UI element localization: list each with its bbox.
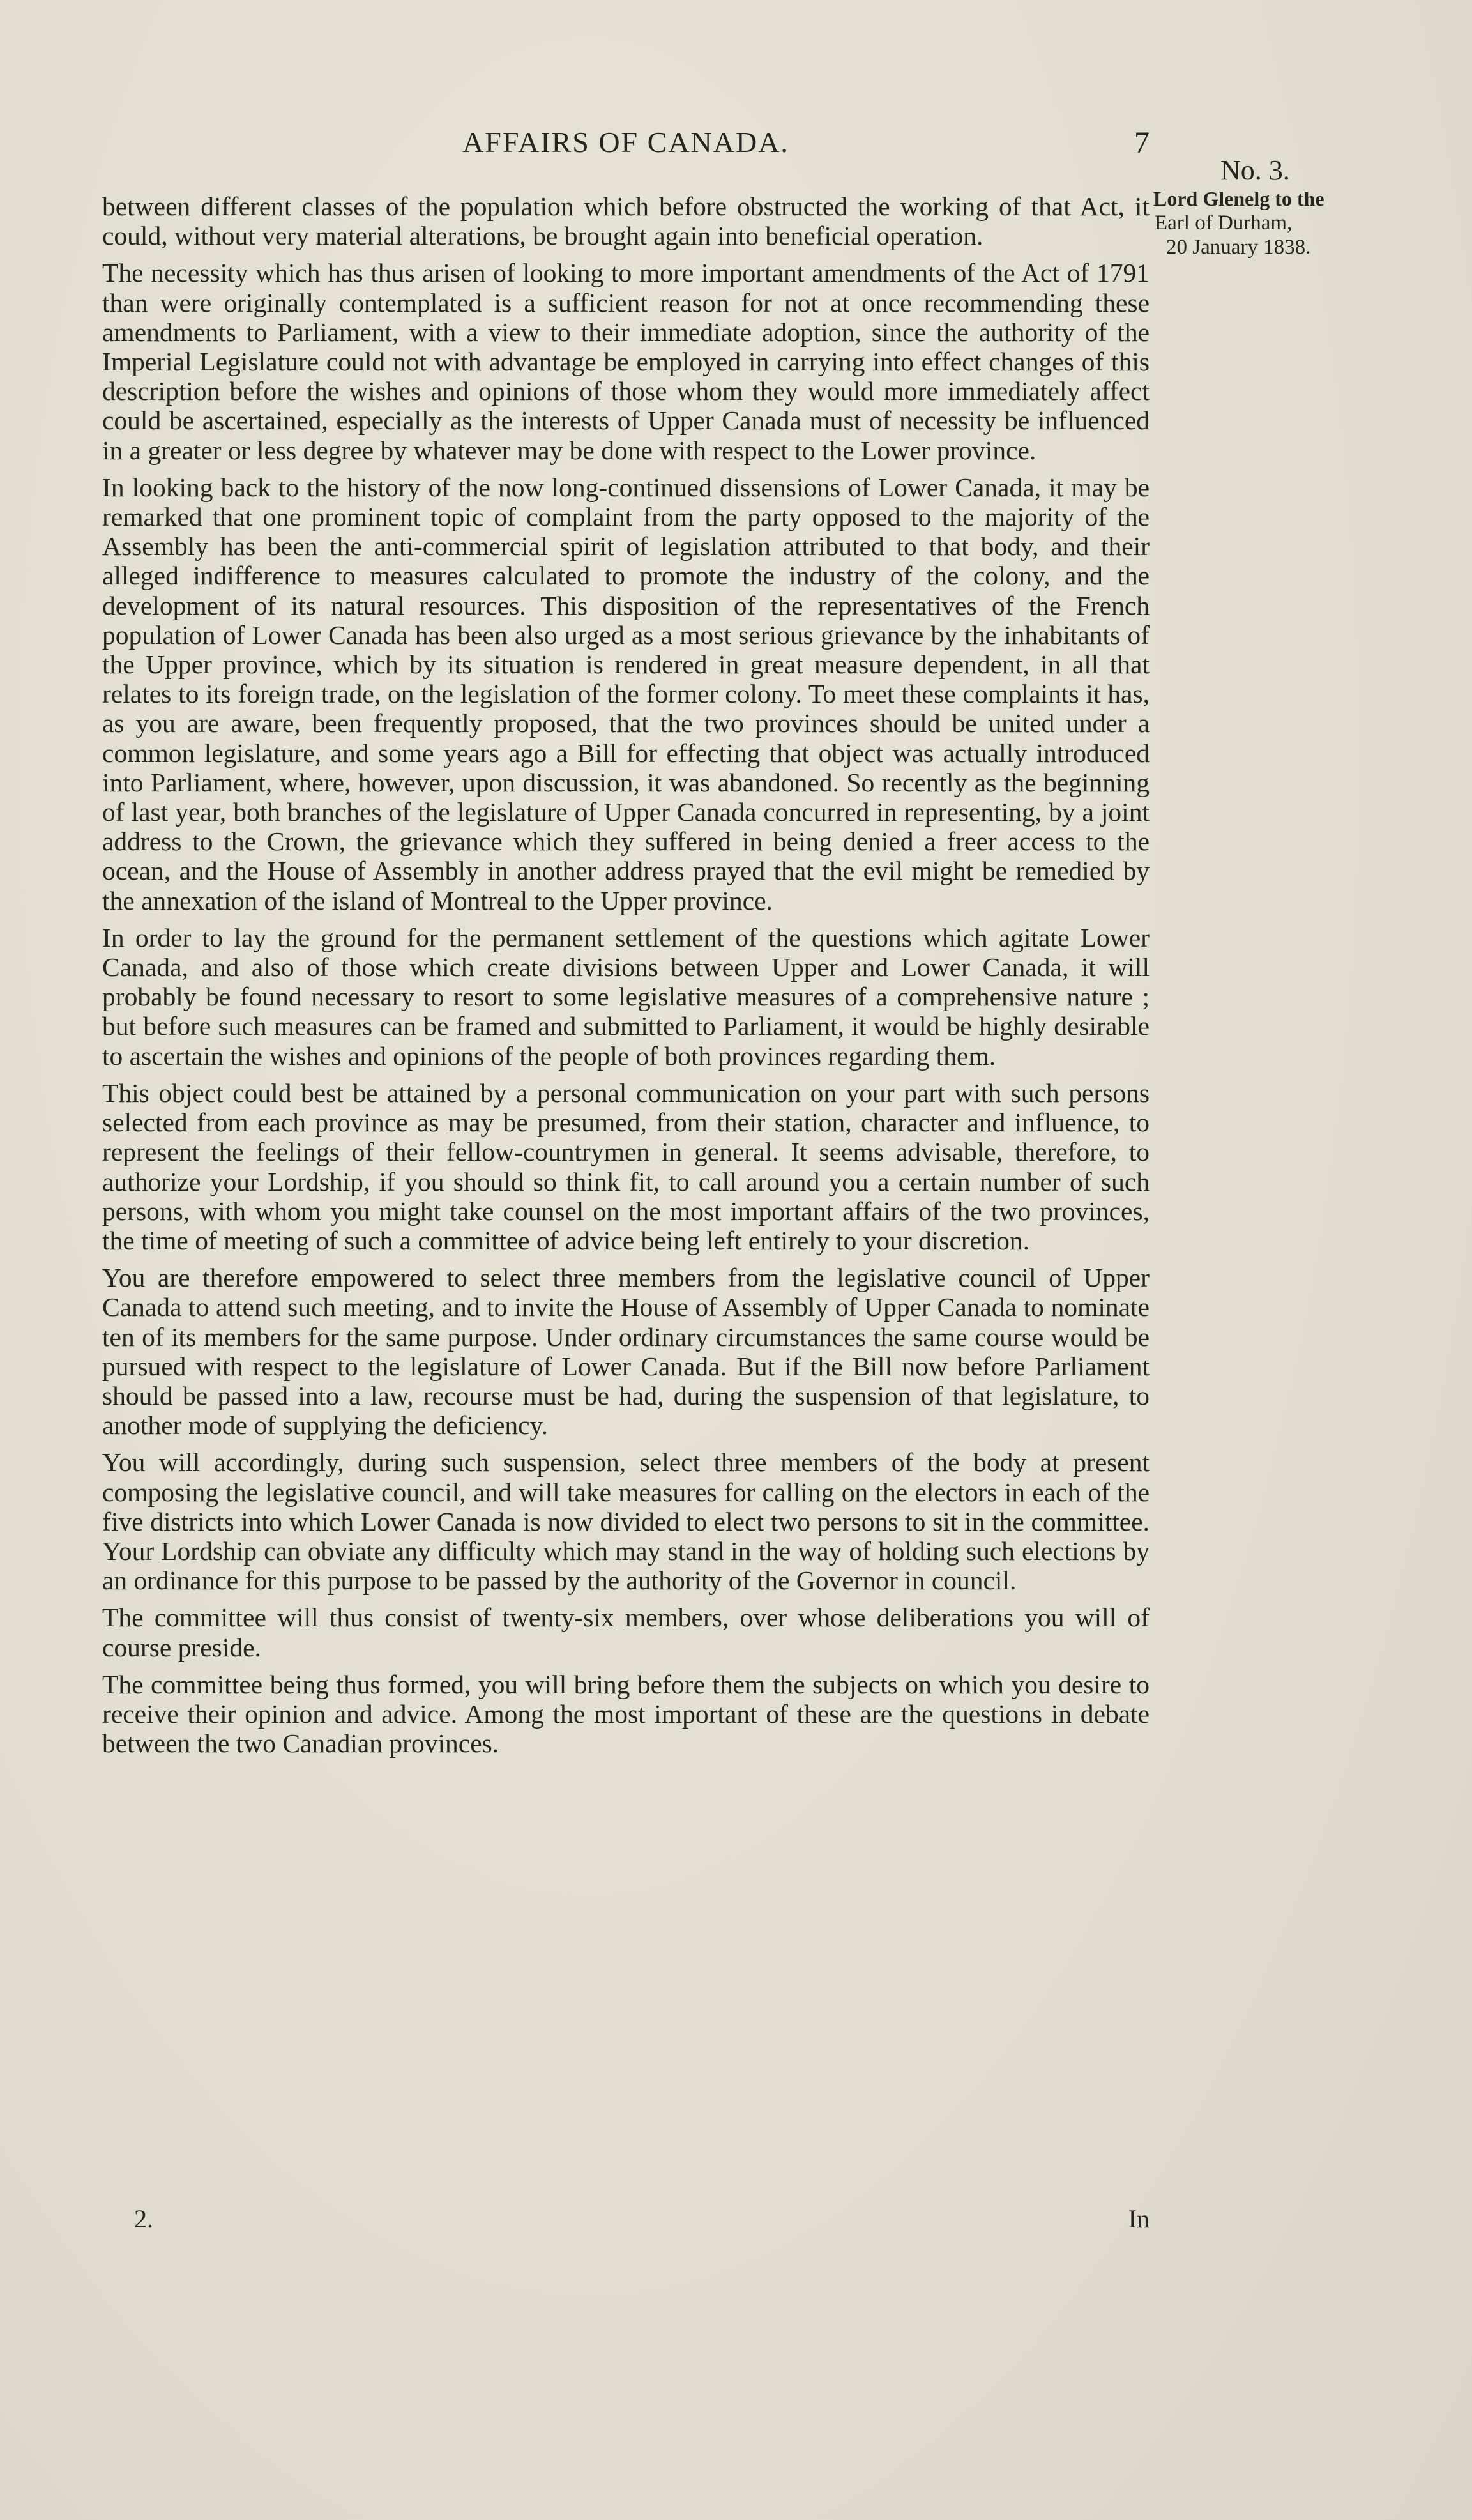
paragraph: between different classes of the population which before obstructed the working of that Act, it could, without very material alterations, be brought again into beneficial operation. xyxy=(102,192,1150,251)
paragraph: This object could best be attained by a personal communication on your part with such persons selected from each province as may be presumed, from their station, character and influence, to represent the feelings of their fellow-countrymen in general. It seems advisable, therefore, to authorize your Lordship, if you should so think fit, to call around you a certain number of such persons, with whom you might take counsel on the most important affairs of the two provinces, the time of meeting of such a committee of advice being left entirely to your discretion. xyxy=(102,1078,1150,1255)
body-text xyxy=(102,192,1150,1766)
page-footer xyxy=(102,2204,1150,2236)
margin-note xyxy=(1153,155,1370,259)
catchword: In xyxy=(1128,2204,1150,2233)
signature-mark: 2. xyxy=(134,2204,153,2233)
paragraph: You will accordingly, during such suspension, select three members of the body at present composing the legislative council, and will take measures for calling on the electors in each of the five districts into which Lower Canada is now divided to elect two persons to sit in the committee. Your Lordship can obviate any difficulty which may stand in the way of holding such elections by an ordinance for this purpose to be passed by the authority of the Governor in council. xyxy=(102,1447,1150,1596)
paragraph: The committee will thus consist of twenty-six members, over whose deliberations you will of course preside. xyxy=(102,1603,1150,1662)
paragraph: The necessity which has thus arisen of looking to more important amendments of the Act of 1791 than were originally contemplated is a sufficient reason for not at once recommending these amendments to Parliament, with a view to their immediate adoption, since the authority of the Imperial Legislature could not with advantage be employed in carrying into effect changes of this description before the wishes and opinions of those whom they would more immediately affect could be ascertained, especially as the interests of Upper Canada must of necessity be influenced in a greater or less degree by whatever may be done with respect to the Lower province. xyxy=(102,258,1150,465)
running-head xyxy=(102,125,1150,164)
page-number: 7 xyxy=(1134,126,1150,160)
margin-note-line: Earl of Durham, xyxy=(1155,211,1293,234)
margin-note-line: Lord Glenelg to the xyxy=(1153,187,1324,210)
paragraph: You are therefore empowered to select three members from the legislative council of Upper Canada to attend such meeting, and to invite the House of Assembly of Upper Canada to nominate ten of its members for the same purpose. Under ordinary circumstances the same course would be pursued with respect to the legislature of Lower Canada. But if the Bill now before Parliament should be passed into a law, recourse must be had, during the suspension of that legislature, to another mode of supplying the deficiency. xyxy=(102,1263,1150,1440)
paragraph: In order to lay the ground for the permanent settlement of the questions which agitate Lower Canada, and also of those which create divisions between Upper and Lower Canada, it will probably be found necessary to resort to some legislative measures of a comprehensive nature ; but before such measures can be framed and submitted to Parliament, it would be highly desirable to ascertain the wishes and opinions of the people of both provinces regarding them. xyxy=(102,922,1150,1071)
paragraph: In looking back to the history of the now long-continued dissensions of Lower Canada, it may be remarked that one prominent topic of complaint from the party opposed to the majority of the Assembly has been the anti-commercial spirit of legislation attributed to that body, and their alleged indifference to measures calculated to promote the industry of the colony, and the development of its natural resources. This disposition of the representatives of the French population of Lower Canada has been also urged as a most serious grievance by the inhabitants of the Upper province, which by its situation is rendered in great measure dependent, in all that relates to its foreign trade, on the legislation of the former colony. To meet these complaints it has, as you are aware, been frequently proposed, that the two provinces should be united under a common legislature, and some years ago a Bill for effecting that object was actually introduced into Parliament, where, however, upon discussion, it was abandoned. So recently as the beginning of last year, both branches of the legislature of Upper Canada concurred in representing, by a joint address to the Crown, the grievance which they suffered in being denied a freer access to the ocean, and the House of Assembly in another address prayed that the evil might be remedied by the annexation of the island of Montreal to the Upper province. xyxy=(102,472,1150,915)
running-title: AFFAIRS OF CANADA. xyxy=(462,126,789,158)
margin-note-number: No. 3. xyxy=(1220,155,1290,186)
margin-note-date: 20 January 1838. xyxy=(1166,236,1311,259)
paragraph: The committee being thus formed, you will bring before them the subjects on which you desire to receive their opinion and advice. Among the most important of these are the questions in debate between the two Canadian provinces. xyxy=(102,1669,1150,1759)
